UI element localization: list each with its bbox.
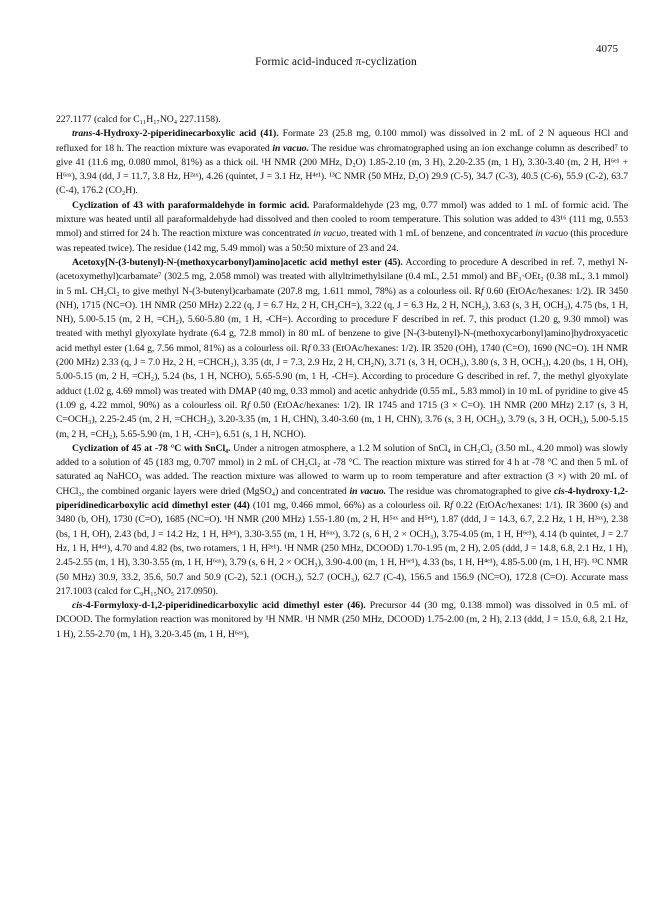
paragraph xyxy=(56,127,628,198)
text-run: 0.50 (EtOAc/hexanes: 1/2). IR 1745 and 1715 (3 × C=O). 1H NMR (200 MHz) 2.17 (s, 3 H, C=OCH₃), 2.25-2.45 (m, 2 H, =CHCH₂), 3.20-3.35 (m, 1 H, CHN), 3.40-3.60 (m, 1 H, CHN), 3.76 (s, 3 H, OCH₃), 3.79 (s, 3 H, OCH₃), 5.00-5.15 (m, 2 H, =CH₂), 5.65-5.90 (m, 1 H, -CH=), 6.51 (s, 1 H, NCHO). xyxy=(56,399,629,440)
paragraph xyxy=(56,442,628,599)
text-run: f xyxy=(480,285,484,297)
text-run: 0.33 (EtOAc/hexanes: 1/2). IR 3520 (OH), 1740 (C=O), 1690 (NC=O). 1H NMR (200 MHz) 2.33 (q, J = 7.0 Hz, 2 H, =CHCH₂), 3.35 (dt, J = 7.3, 2.9 Hz, 2 H, CH₂N), 3.71 (s, 3 H, OCH₃), 3.80 (s, 3 H, OCH₃), 4.20 (bs, 1 H, OH), 5.00-5.15 (m, 2 H, =CH₂), 5.24 (bs, 1 H, NCHO), 5.65-5.90 (m, 1 H, -CH=). According to procedure G described in ref. 7, the methyl glyoxylate adduct (1.02 g, 4.69 mmol) was treated with DMAP (40 mg, 0.33 mmol) and acetic anhydride (0.55 mL, 5.83 mmol) in 10 mL of pyridine to give 45 (1.09 g, 4.22 mmol, 90%) as a colourless oil. R xyxy=(56,342,628,411)
text-run: (101 mg, 0.466 mmol, 66%) as a colourless oil. R xyxy=(249,500,451,512)
text-run: f xyxy=(450,500,453,512)
paragraph-heading: Cyclization of 43 with paraformaldehyde in formic acid. xyxy=(72,199,310,211)
paragraph-heading: Acetoxy[N-(3-butenyl)-N-(methoxycarbonyl)amino]acetic acid methyl ester (45). xyxy=(72,256,403,268)
text-run: (this procedure was repeated twice). The residue (142 mg, 5.49 mmol) was a 50:50 mixture of 23 and 24. xyxy=(56,228,628,254)
paragraph-heading: in vacuo. xyxy=(349,485,387,497)
text-run: f xyxy=(247,399,250,411)
body-text xyxy=(56,113,628,642)
text-run: f xyxy=(307,342,311,354)
paragraph xyxy=(56,256,628,442)
text-run: 0.22 (EtOAc/hexanes: 1/1). IR 3600 (s) and 3480 (b, OH), 1730 (C=O), 1685 (NC=O). ¹H NMR (200 MHz) 1.55-1.80 (m, 2 H, H⁵ᵃˣ and H⁵ᵉ¹), 1.87 (ddd, J = 14.3, 6.7, 2.2 Hz, 1 H, H³ᵃˣ), 2.38 (bs, 1 H, OH), 2.43 (bd, J = 14.2 Hz, 1 H, H³ᵉ¹), 3.30-3.55 (m, 1 H, H⁶ᵃˣ), 3.72 (s, 6 H, 2 × OCH₃), 3.75-4.05 (m, 1 H, H⁶ᵉ¹), 4.14 (b quintet, J = 2.7 Hz, 1 H, H⁴ᵉ¹), 4.70 and 4.82 (bs, two rotamers, 1 H, H²ᵉ¹). ¹H NMR (250 MHz, DCOOD) 1.70-1.95 (m, 2 H), 2.05 (ddd, J = 14.8, 6.8, 2.1 Hz, 1 H), 2.45-2.55 (m, 1 H), 3.30-3.55 (m, 1 H, H⁶ᵃˣ), 3.79 (s, 6 H, 2 × OCH₃), 3.90-4.00 (m, 1 H, H⁶ᵉ¹), 4.33 (bs, 1 H, H⁴ᵉ¹), 4.85-5.00 (m, 1 H, H²). ¹³C NMR (50 MHz) 30.9, 33.2, 35.6, 50.7 and 50.9 (C-2), 52.1 (OCH₃), 52.7 (OCH₃), 62.7 (C-4), 156.5 and 156.9 (NC=O), 172.8 (C=O). Accurate mass 217.1003 (calcd for C₉H₁₅NO₅ 217.0950). xyxy=(56,500,628,597)
paragraph-heading: Cyclization of 45 at -78 °C with SnCl₄. xyxy=(72,442,231,454)
text-run: in vacuo xyxy=(313,228,346,240)
paragraph xyxy=(56,599,628,642)
text-run: The residue was chromatographed using an ion exchange column as described⁷ to give 41 (11.6 mg, 0.080 mmol, 81%) as a thick oil. ¹H NMR (200 MHz, D₂O) 1.85-2.10 (m, 3 H), 2.20-2.35 (m, 1 H), 3.30-3.40 (m, 2 H, H⁶ᵉ¹ + H⁶ᵃˣ), 3.94 (dd, J = 11.7, 3.8 Hz, H²ᵃˣ), 4.26 (quintet, J = 3.1 Hz, H⁴ᵉ¹). ¹³C NMR (50 MHz, D₂O) 29.9 (C-5), 34.7 (C-3), 40.5 (C-6), 55.9 (C-2), 63.7 (C-4), 176.2 (CO₂H). xyxy=(56,142,628,197)
text-run: 0.60 (EtOAc/hexanes: 1/2). IR 3450 (NH), 1715 (NC=O). 1H NMR (250 MHz) 2.22 (q, J = 6.7 Hz, 2 H, CH₂CH=), 3.22 (q, J = 6.3 Hz, 2 H, NCH₂), 3.63 (s, 3 H, OCH₃), 4.75 (bs, 1 H, NH), 5.00-5.15 (m, 2 H, =CH₂), 5.60-5.80 (m, 1 H, -CH=). According to procedure F described in ref. 7, this product (1.20 g, 9.30 mmol) was treated with methyl glyoxylate hydrate (6.4 g, 72.8 mmol) in 80 mL of benzene to give [N-(3-butenyl)-N-(methoxycarbonyl)amino]hydroxyacetic acid methyl ester (1.64 g, 7.56 mmol, 81%) as a colourless oil. R xyxy=(56,285,628,354)
paragraph-heading: -4-hydroxy-1,2-piperidinedicarboxylic acid dimethyl ester (44) xyxy=(56,485,628,512)
text-run: Paraformaldehyde (23 mg, 0.77 mmol) was added to 1 mL of formic acid. The mixture was heated until all paraformaldehyde had dissolved and then cooled to room temperature. This solution was added to 43¹⁶ (111 mg, 0.553 mmol) and stirred for 24 h. The reaction mixture was concentrated xyxy=(56,199,628,240)
text-run: According to procedure A described in ref. 7, methyl N-(acetoxymethyl)carbamate⁷ (302.5 mg, 2.058 mmol) was treated with allyltrimethylsilane (0.4 mL, 2.51 mmol) and BF₃·OEt₂ (0.38 mL, 3.1 mmol) in 5 mL CH₂Cl₂ to give methyl N-(3-butenyl)carbamate (207.8 mg, 1.611 mmol, 78%) as a colourless oil. R xyxy=(56,256,628,297)
text-run: Under a nitrogen atmosphere, a 1.2 M solution of SnCl₄ in CH₂Cl₂ (3.50 mL, 4.20 mmol) was slowly added to a solution of 45 (183 mg, 0.707 mmol) in 2 mL of CH₂Cl₂ at -78 °C. The reaction mixture was stirred for 4 h at -78 °C and then 5 mL of saturated aq NaHCO₃ was added. The reaction mixture was allowed to warm up to room temperature and after extraction (3 ×) with 20 mL of CHCl₃, the combined organic layers were dried (MgSO₄) and concentrated xyxy=(56,442,628,497)
paragraph-heading: -4-Formyloxy-d-1,2-piperidinedicarboxylic acid dimethyl ester (46). xyxy=(82,600,366,612)
text-run: The residue was chromatographed to give xyxy=(386,485,554,497)
page-number: 4075 xyxy=(596,43,618,55)
text-run: Precursor 44 (30 mg, 0.138 mmol) was dissolved in 0.5 mL of DCOOD. The formylation reaction was monitored by ¹H NMR. ¹H NMR (250 MHz, DCOOD) 1.75-2.00 (m, 2 H), 2.13 (ddd, J = 15.0, 6.8, 2.1 Hz, 1 H), 2.55-2.70 (m, 1 H), 3.20-3.45 (m, 1 H, H⁶ᵃˣ), xyxy=(56,600,629,640)
text-run: , treated with 1 mL of benzene, and concentrated xyxy=(345,228,536,240)
paragraph xyxy=(56,113,628,127)
paragraph-heading: trans- xyxy=(72,128,96,140)
text-run: in vacuo xyxy=(535,228,568,240)
text-run: 227.1177 (calcd for C₁₁H₁₇NO₄ 227.1158). xyxy=(56,114,221,125)
paragraph-heading: in vacuo. xyxy=(272,142,309,154)
paragraph-heading: cis xyxy=(553,485,565,497)
paragraph-heading: 4-Hydroxy-2-piperidinecarboxylic acid (41). xyxy=(95,128,279,140)
running-header-title: Formic acid-induced π-cyclization xyxy=(255,56,417,68)
paragraph-heading: cis xyxy=(72,600,83,612)
paragraph xyxy=(56,199,628,256)
text-run: Formate 23 (25.8 mg, 0.100 mmol) was dissolved in 2 mL of 2 N aqueous HCl and refluxed for 18 h. The reaction mixture was evaporated xyxy=(56,128,628,154)
